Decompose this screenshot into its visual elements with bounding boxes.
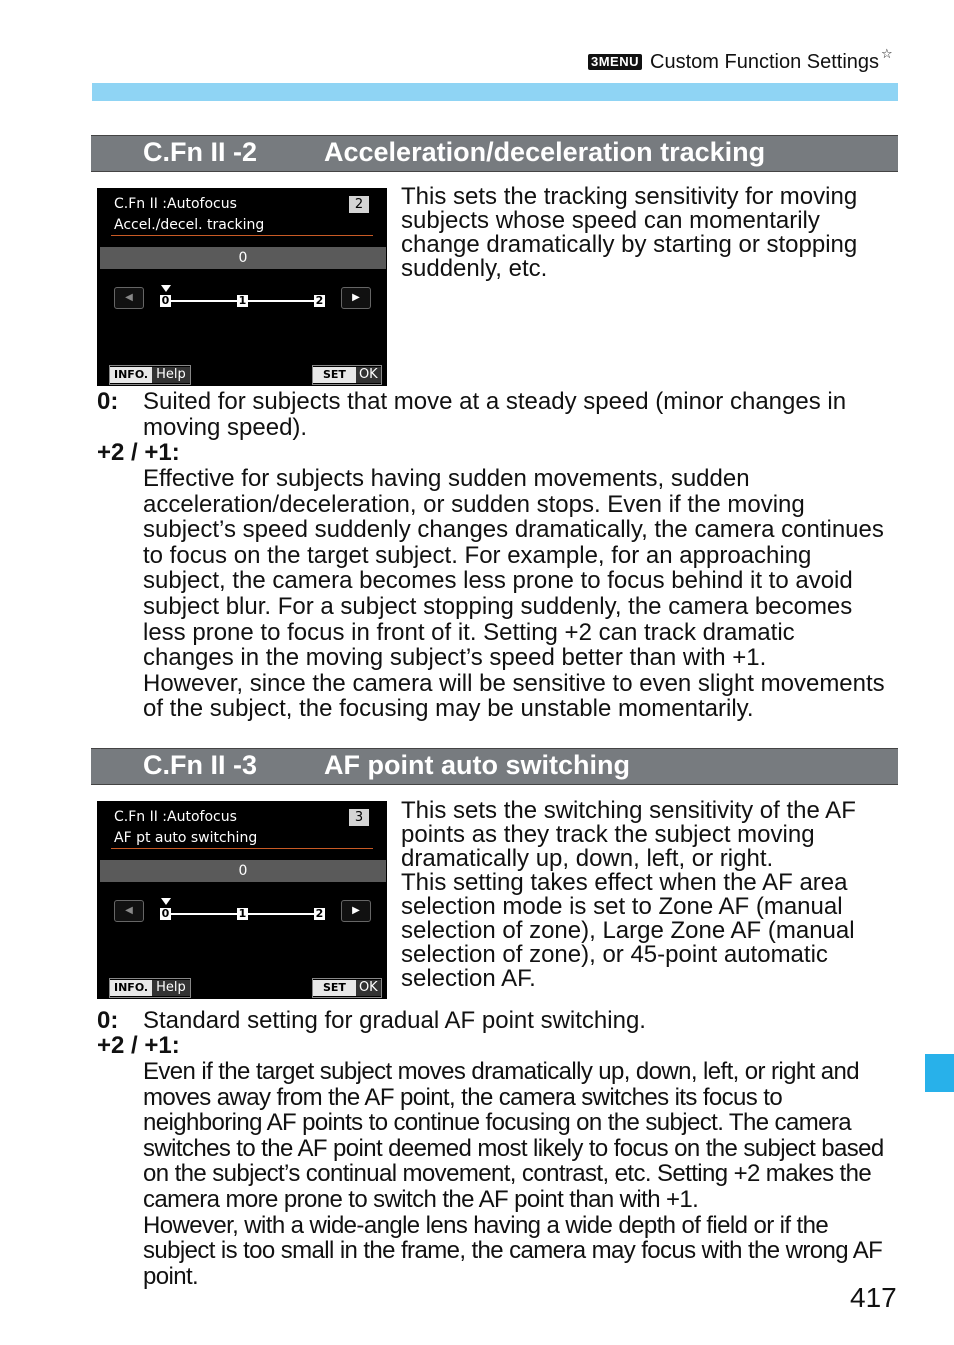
slider-tick: 0	[161, 294, 170, 307]
section-code: C.Fn II -3	[143, 750, 257, 780]
slider-tick: 1	[238, 294, 247, 307]
star-icon: ☆	[881, 46, 893, 61]
help-label: Help	[152, 367, 190, 383]
left-arrow-icon: ◀	[114, 900, 144, 922]
chapter-side-tab	[925, 1054, 954, 1092]
screen-setting-name: AF pt auto switching	[114, 830, 258, 846]
slider-tick: 1	[238, 907, 247, 920]
description-paragraph: Even if the target subject moves dramatically up, down, left, or right and moves away from the AF point, the camera switches its focus to neighboring AF points to continue focusing on the subject. The camera switches to the AF point deemed most likely to focus on the subject based on the subject’s continual movement, contrast, etc. Setting +2 makes the camera more prone to switch the AF point than with +1.	[143, 1058, 884, 1213]
screen-current-value: 0	[100, 860, 386, 882]
option-key: +2 / +1:	[97, 439, 180, 466]
description-paragraph: However, with a wide-angle lens having a wide depth of field or if the subject is too small in the frame, the camera may focus with the wrong AF point.	[143, 1211, 883, 1290]
section-heading-cfn-2	[91, 135, 898, 172]
right-arrow-icon: ▶	[341, 287, 371, 309]
intro-paragraph: This sets the switching sensitivity of the AF points as they track the subject moving dramatically up, down, left, or right.	[401, 797, 856, 872]
option-key: 0:	[97, 1007, 119, 1034]
screen-function-number: 3	[349, 809, 369, 826]
slider-tick: 2	[315, 294, 324, 307]
section-heading-cfn-3	[91, 748, 898, 785]
option-description: Suited for subjects that move at a steady speed (minor changes in moving speed).	[143, 388, 847, 441]
screen-current-value: 0	[100, 247, 386, 269]
info-help-indicator	[109, 978, 191, 998]
section-title: AF point auto switching	[324, 750, 630, 780]
section-intro	[401, 185, 896, 281]
set-ok-indicator	[312, 978, 382, 998]
slider-tick: 0	[161, 907, 170, 920]
camera-screen-af-pt-switching	[97, 801, 387, 999]
right-arrow-icon: ▶	[341, 900, 371, 922]
intro-paragraph: This sets the tracking sensitivity for moving subjects whose speed can momentarily change dramatically by starting or stopping suddenly, etc.	[401, 183, 858, 282]
section-code: C.Fn II -2	[143, 137, 257, 167]
set-button-icon: SET	[313, 367, 356, 383]
intro-paragraph: This setting takes effect when the AF area selection mode is set to Zone AF (manual selection of zone), Large Zone AF (manual selection of zone), or 45-point automatic selection AF.	[401, 869, 855, 992]
description-paragraph: Effective for subjects having sudden movements, sudden acceleration/deceleration, or sudden stops. Even if the moving subject’s speed suddenly changes dramatically, the camera continues to focus on the target subject. For example, for an approaching subject, the camera becomes less prone to focus behind it to avoid subject blur. For a subject stopping suddenly, the camera becomes less prone to focus in front of it. Setting +2 can track dramatic changes in the moving subject’s speed better than with +1.	[143, 465, 884, 672]
screen-category: C.Fn II :Autofocus	[114, 196, 237, 212]
screen-function-number: 2	[349, 196, 369, 213]
screen-divider	[111, 848, 373, 849]
help-label: Help	[152, 980, 190, 996]
description-paragraph: However, since the camera will be sensitive to even slight movements of the subject, the focusing may be unstable momentarily.	[143, 669, 885, 723]
option-description	[143, 466, 891, 722]
ok-label: OK	[356, 367, 381, 383]
section-intro	[401, 799, 896, 991]
camera-screen-accel-decel	[97, 188, 387, 386]
screen-divider	[111, 235, 373, 236]
running-header-title: Custom Function Settings	[650, 50, 880, 73]
info-button-icon: INFO.	[110, 980, 152, 996]
info-button-icon: INFO.	[110, 367, 152, 383]
option-description	[143, 1059, 891, 1289]
menu-icon: 3MENU	[588, 54, 642, 70]
set-button-icon: SET	[313, 980, 356, 996]
info-help-indicator	[109, 365, 191, 385]
option-key: 0:	[97, 388, 119, 415]
page-number: 417	[850, 1282, 897, 1313]
left-arrow-icon: ◀	[114, 287, 144, 309]
option-key: +2 / +1:	[97, 1032, 180, 1059]
value-marker-icon	[161, 898, 171, 905]
top-color-bar	[92, 83, 898, 101]
screen-setting-name: Accel./decel. tracking	[114, 217, 265, 233]
running-header	[588, 48, 908, 76]
slider-tick: 2	[315, 907, 324, 920]
value-marker-icon	[161, 285, 171, 292]
screen-category: C.Fn II :Autofocus	[114, 809, 237, 825]
option-description: Standard setting for gradual AF point switching.	[143, 1007, 646, 1034]
section-title: Acceleration/deceleration tracking	[324, 137, 766, 167]
ok-label: OK	[356, 980, 381, 996]
set-ok-indicator	[312, 365, 382, 385]
